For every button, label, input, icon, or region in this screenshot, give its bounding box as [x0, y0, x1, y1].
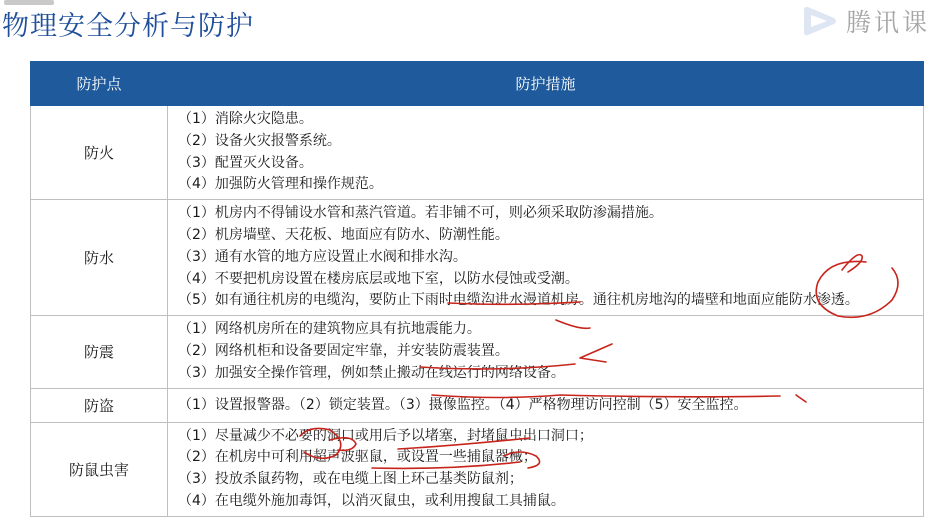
- protection-point: 防鼠虫害: [31, 422, 168, 516]
- measure-line: （5）如有通往机房的电缆沟，要防止下雨时电缆沟进水漫道机房。通往机房地沟的墙壁和地面应能防水渗透。: [178, 292, 859, 309]
- table-row-earthquake: [31, 316, 924, 388]
- measure-line: （1）机房内不得铺设水管和蒸汽管道。若非铺不可，则必须采取防渗漏措施。: [178, 205, 663, 222]
- table-row-pests: [31, 422, 924, 516]
- measure-line: （3）配置灭火设备。: [178, 154, 313, 171]
- measure-line: （4）不要把机房设置在楼房底层或地下室，以防水侵蚀或受潮。: [178, 270, 579, 287]
- page-title: 物理安全分析与防护: [2, 11, 254, 42]
- play-icon: [800, 4, 840, 38]
- measure-line: （3）通有水管的地方应设置止水阀和排水沟。: [178, 248, 467, 265]
- table-row-theft: [31, 388, 924, 422]
- column-header-point: 防护点: [31, 62, 168, 106]
- measure-line: （2）网络机柜和设备要固定牢靠，并安装防震装置。: [178, 342, 509, 359]
- protection-measures: [168, 422, 924, 516]
- table-row-fire: [31, 106, 924, 200]
- measure-line: （3）加强安全操作管理，例如禁止搬动在线运行的网络设备。: [178, 364, 565, 381]
- protection-measures: [168, 388, 924, 422]
- table-row-water: [31, 200, 924, 316]
- protection-point: 防火: [31, 106, 168, 200]
- measure-line: （2）机房墙壁、天花板、地面应有防水、防潮性能。: [178, 226, 509, 243]
- measure-line: （2）设备火灾报警系统。: [178, 132, 341, 149]
- column-header-measures: 防护措施: [168, 62, 924, 106]
- protection-point: 防盗: [31, 388, 168, 422]
- protection-measures: [168, 316, 924, 388]
- measure-line: （1）尽量减少不必要的洞口或用后予以堵塞，封堵鼠虫出口洞口；: [178, 427, 593, 444]
- measure-line: （4）加强防火管理和操作规范。: [178, 176, 383, 193]
- table-header-row: [31, 62, 924, 106]
- measure-line: （1）网络机房所在的建筑物应具有抗地震能力。: [178, 321, 481, 338]
- measure-line: （2）在机房中可利用超声波驱鼠，或设置一些捕鼠器械；: [178, 449, 537, 466]
- measure-line: （4）在电缆外施加毒饵，以消灭鼠虫，或利用搜鼠工具捕鼠。: [178, 492, 565, 509]
- tencent-class-logo: [800, 4, 930, 38]
- security-table: [30, 61, 924, 517]
- protection-point: 防震: [31, 316, 168, 388]
- measure-line: （3）投放杀鼠药物，或在电缆上图上环己基类防鼠剂；: [178, 471, 523, 488]
- protection-measures: [168, 200, 924, 316]
- logo-text: 腾讯课: [846, 8, 931, 37]
- protection-measures: [168, 106, 924, 200]
- protection-point: 防水: [31, 200, 168, 316]
- measure-line: （1）消除火灾隐患。: [178, 111, 313, 127]
- measure-line: （1）设置报警器。（2）锁定装置。（3）摄像监控。（4）严格物理访问控制（5）安全监控。: [178, 397, 748, 414]
